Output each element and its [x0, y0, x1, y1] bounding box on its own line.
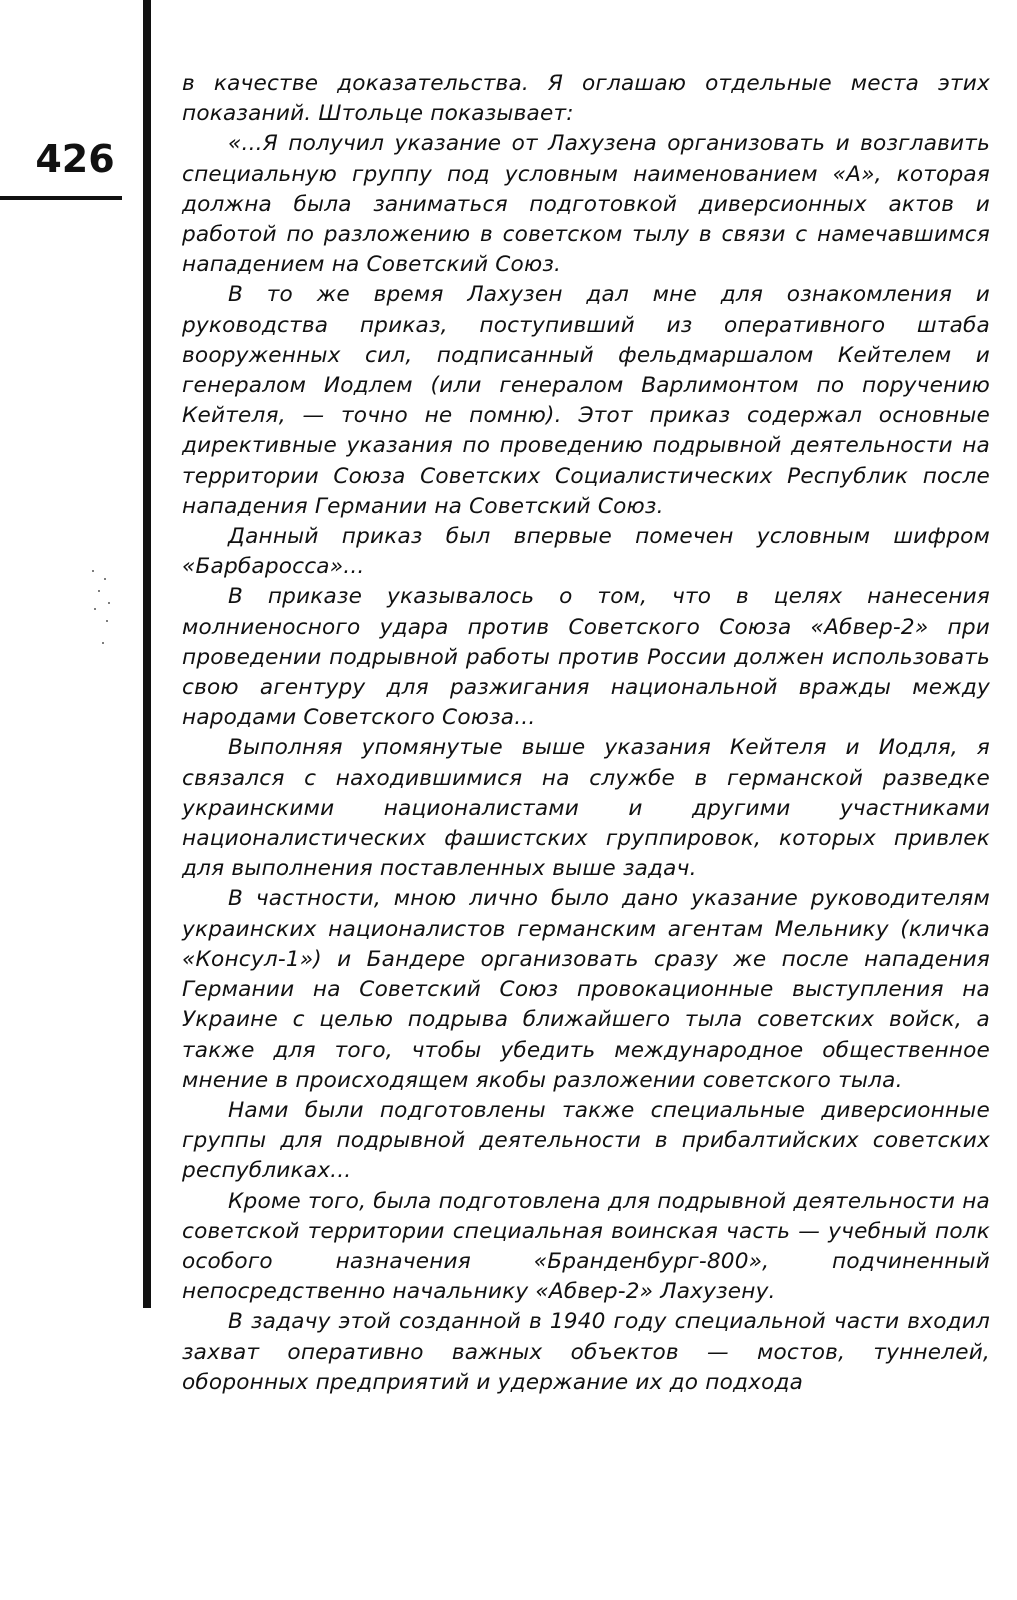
paragraph: Данный приказ был впервые помечен условным шифром «Барбаросса»...	[182, 524, 990, 580]
page-number-rule	[0, 196, 122, 200]
paragraph: Нами были подготовлены также специальные диверсионные группы для подрывной деятельности в прибалтийских советских республиках...	[182, 1097, 990, 1184]
margin-specks	[88, 568, 116, 648]
margin-bar	[143, 0, 151, 1308]
paragraph: В приказе указывалось о том, что в целях нанесения молниеносного удара против Советского Союза «Абвер-2» при проведении подрывной работы против России должен использовать свою агентуру для разжигания национальной вражды между народами Советского Союза...	[182, 584, 990, 731]
page-number: 426	[35, 137, 115, 181]
paragraph: «...Я получил указание от Лахузена организовать и возглавить специальную группу под условным наименованием «А», которая должна была заниматься подготовкой диверсионных актов и работой по разложению в советском тылу в связи с намечавшимся нападением на Советский Союз.	[182, 131, 990, 278]
paragraph: Выполняя упомянутые выше указания Кейтеля и Иодля, я связался с находившимися на службе в германской разведке украинскими националистами и другими участниками националистических фашистских группировок, которых привлек для выполнения поставленных выше задач.	[182, 735, 990, 882]
paragraph: В то же время Лахузен дал мне для ознакомления и руководства приказ, поступивший из оперативного штаба вооруженных сил, подписанный фельдмаршалом Кейтелем и генералом Иодлем (или генералом Варлимонтом по поручению Кейтеля, — точно не помню). Этот приказ содержал основные директивные указания по проведению подрывной деятельности на территории Союза Советских Социалистических Республик после нападения Германии на Советский Союз.	[182, 282, 990, 519]
paragraph: в качестве доказательства. Я оглашаю отдельные места этих показаний. Штольце показывает:	[182, 71, 990, 127]
paragraph: В задачу этой созданной в 1940 году специальной части входил захват оперативно важных объектов — мостов, туннелей, оборонных предприятий и удержание их до подхода	[182, 1309, 990, 1395]
paragraph: В частности, мною лично было дано указание руководителям украинских националистов германским агентам Мельнику (кличка «Консул-1») и Бандере организовать сразу же после нападения Германии на Советский Союз провокационные выступления на Украине с целью подрыва ближайшего тыла советских войск, а также для того, чтобы убедить международное общественное мнение в происходящем якобы разложении советского тыла.	[182, 886, 990, 1093]
paragraph: Кроме того, была подготовлена для подрывной деятельности на советской территории специальная воинская часть — учебный полк особого назначения «Бранденбург-800», подчиненный непосредственно начальнику «Абвер-2» Лахузену.	[182, 1188, 990, 1305]
body-text	[182, 69, 990, 1398]
